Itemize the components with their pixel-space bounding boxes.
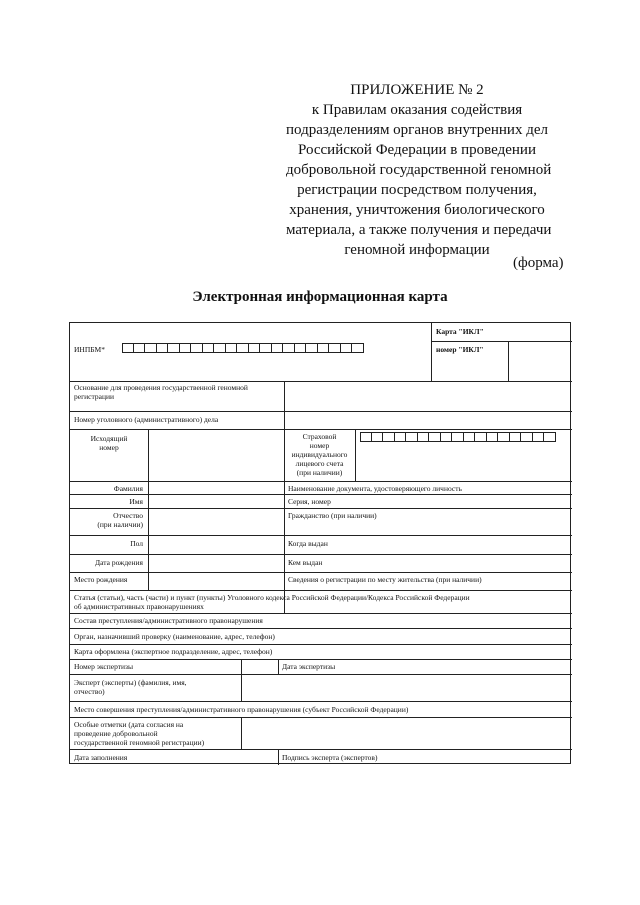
- article-label-2: об административных правонарушениях: [74, 602, 204, 611]
- offense-place-label: Место совершения преступления/административного правонарушения (субъект Российской Федерации): [74, 705, 409, 714]
- snils-label: Страховой: [302, 432, 337, 441]
- name-label: Имя: [129, 497, 143, 506]
- snils-digit-boxes[interactable]: [360, 432, 556, 442]
- appendix-line: подразделениям органов внутренних дел: [286, 122, 548, 138]
- patronymic-label-2: (при наличии): [97, 520, 143, 529]
- birth-date-label: Дата рождения: [95, 558, 143, 567]
- citizenship-label: Гражданство (при наличии): [288, 511, 377, 520]
- article-label: Статья (статьи), часть (части) и пункт (пункты) Уголовного кодекса Российской Федерации/Кодекса Российской Федерации: [74, 593, 470, 602]
- ikl-number-label: номер "ИКЛ": [436, 345, 484, 354]
- basis-label: Основание для проведения государственной геномной: [74, 383, 248, 392]
- appendix-line: добровольной государственной геномной: [286, 162, 552, 178]
- divider: [70, 674, 572, 675]
- divider: [70, 749, 572, 750]
- appendix-line: ПРИЛОЖЕНИЕ № 2: [350, 82, 484, 98]
- offense-composition-label: Состав преступления/административного правонарушения: [74, 616, 263, 625]
- card-issued-by-label: Карта оформлена (экспертное подразделение, адрес, телефон): [74, 647, 273, 656]
- assigning-body-label: Орган, назначивший проверку (наименование, адрес, телефон): [74, 632, 275, 641]
- divider: [70, 554, 572, 555]
- divider: [70, 590, 572, 591]
- card-ikl-label: Карта "ИКЛ": [436, 327, 484, 336]
- special-notes-label-3: государственной геномной регистрации): [74, 738, 205, 747]
- birth-place-label: Место рождения: [74, 575, 128, 584]
- snils-label-2: номер: [309, 441, 330, 450]
- forma-label: (форма): [513, 255, 564, 271]
- snils-label-3: индивидуального: [291, 450, 348, 459]
- sex-label: Пол: [130, 539, 143, 548]
- issued-by-label: Кем выдан: [288, 558, 323, 567]
- special-notes-label-2: проведение добровольной: [74, 729, 158, 738]
- case-number-label: Номер уголовного (административного) дела: [74, 415, 219, 424]
- divider: [278, 659, 279, 674]
- divider: [70, 717, 572, 718]
- divider: [278, 749, 279, 765]
- special-notes-label: Особые отметки (дата согласия на: [74, 720, 184, 729]
- divider: [70, 411, 572, 412]
- divider: [284, 381, 285, 429]
- issued-date-label: Когда выдан: [288, 539, 328, 548]
- id-document-label: Наименование документа, удостоверяющего личность: [288, 484, 462, 493]
- appendix-line: материала, а также получения и передачи: [286, 222, 552, 238]
- examination-date-label: Дата экспертизы: [282, 662, 336, 671]
- divider: [70, 381, 572, 382]
- divider: [508, 341, 509, 381]
- divider: [70, 572, 572, 573]
- divider: [70, 494, 572, 495]
- divider: [70, 535, 572, 536]
- divider: [148, 429, 149, 590]
- appendix-line: к Правилам оказания содействия: [311, 102, 523, 118]
- appendix-line: геномной информации: [344, 242, 490, 258]
- divider: [70, 644, 572, 645]
- outgoing-number-label: Исходящий: [90, 434, 128, 443]
- basis-label-2: регистрации: [74, 392, 114, 401]
- patronymic-label: Отчество: [113, 511, 143, 520]
- outgoing-number-label-2: номер: [99, 443, 119, 452]
- expert-label-2: отчество): [74, 687, 105, 696]
- divider: [70, 508, 572, 509]
- divider: [70, 481, 572, 482]
- divider: [70, 701, 572, 702]
- divider: [70, 659, 572, 660]
- expert-label: Эксперт (эксперты) (фамилия, имя,: [74, 678, 187, 687]
- information-card-form: [69, 322, 571, 764]
- expert-signature-label: Подпись эксперта (экспертов): [282, 753, 378, 762]
- fill-date-label: Дата заполнения: [74, 753, 128, 762]
- divider: [70, 613, 572, 614]
- appendix-header: [286, 80, 552, 260]
- registration-label: Сведения о регистрации по месту жительства (при наличии): [288, 575, 482, 584]
- divider: [431, 341, 572, 342]
- divider: [355, 429, 356, 481]
- series-number-label: Серия, номер: [288, 497, 331, 506]
- inpbm-digit-boxes[interactable]: [122, 343, 364, 353]
- surname-label: Фамилия: [113, 484, 143, 493]
- appendix-line: хранения, уничтожения биологического: [289, 202, 545, 218]
- divider: [70, 429, 572, 430]
- inpbm-label: ИНПБМ*: [74, 345, 105, 354]
- divider: [431, 323, 432, 381]
- divider: [70, 628, 572, 629]
- page-title: Электронная информационная карта: [192, 289, 448, 305]
- appendix-line: Российской Федерации в проведении: [298, 142, 536, 158]
- divider: [241, 717, 242, 749]
- appendix-line: регистрации посредством получения,: [297, 182, 537, 198]
- divider: [241, 659, 242, 701]
- examination-number-label: Номер экспертизы: [74, 662, 134, 671]
- snils-label-4: лицевого счета: [295, 459, 344, 468]
- snils-label-5: (при наличии): [296, 468, 343, 477]
